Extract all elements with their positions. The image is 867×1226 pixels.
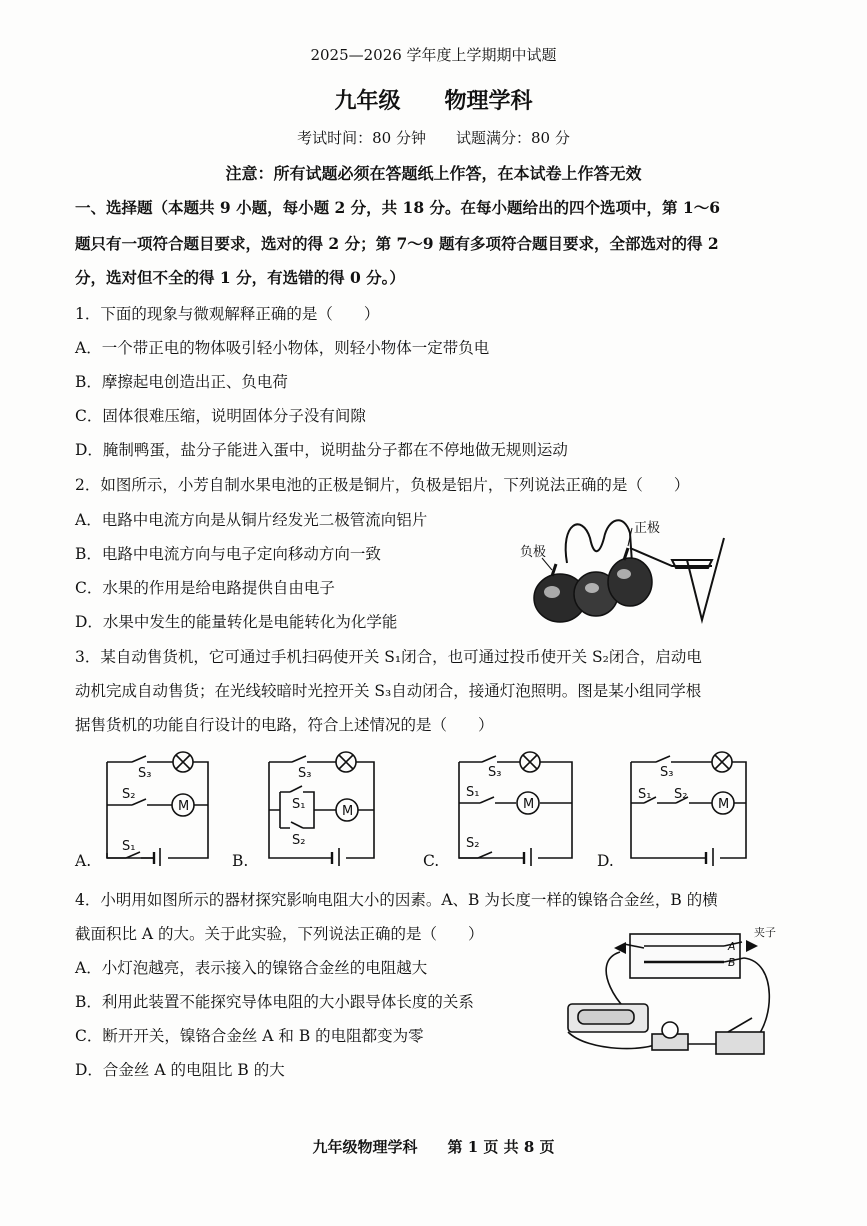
q1-stem: 1．下面的现象与微观解释正确的是（ ） [75, 305, 380, 323]
subject-title: 九年级 物理学科 [334, 88, 533, 114]
circuit-c-label: C. [423, 852, 440, 870]
circuit-c-s3: S₃ [488, 765, 502, 780]
circuit-d-label: D. [597, 852, 614, 870]
circuit-a-s3: S₃ [138, 766, 152, 781]
circuit-d-s1: S₁ [638, 787, 652, 802]
circuit-b [262, 748, 380, 866]
circuit-b-motor: M [342, 804, 354, 819]
section1-line-2: 题只有一项符合题目要求，选对的得 2 分；第 7～9 题有多项符合题目要求，全部选对的得 2 [75, 234, 719, 253]
circuit-a-motor: M [178, 799, 190, 814]
circuit-d-s3: S₃ [660, 765, 674, 780]
page-footer: 九年级物理学科 第 1 页 共 8 页 [312, 1138, 555, 1156]
circuit-a-s1: S₁ [122, 839, 136, 854]
circuit-c [452, 748, 578, 866]
section1-line-1: 一、选择题（本题共 9 小题，每小题 2 分，共 18 分。在每小题给出的四个选项中，第 1～6 [75, 198, 720, 217]
q2-option-c: C．水果的作用是给电路提供自由电子 [75, 579, 335, 597]
q3-stem-line-3: 据售货机的功能自行设计的电路，符合上述情况的是（ ） [75, 716, 494, 734]
wire-a-label: A [728, 940, 736, 953]
circuit-d [624, 748, 752, 866]
q2-stem: 2．如图所示，小芳自制水果电池的正极是铜片，负极是铝片，下列说法正确的是（ ） [75, 476, 690, 494]
q1-option-b: B．摩擦起电创造出正、负电荷 [75, 373, 288, 391]
fruit-battery-figure [512, 508, 732, 638]
wire-b-label: B [728, 956, 736, 969]
circuit-d-s2: S₂ [674, 787, 688, 802]
circuit-a-s2: S₂ [122, 787, 136, 802]
q3-stem-line-2: 动机完成自动售货；在光线较暗时光控开关 S₃自动闭合，接通灯泡照明。图是某小组同学根 [75, 682, 702, 700]
circuit-a-label: A. [75, 852, 92, 870]
q2-option-a: A．电路中电流方向是从铜片经发光二极管流向铝片 [75, 511, 428, 529]
circuit-b-s2: S₂ [292, 833, 306, 848]
q4-option-b: B．利用此装置不能探究导体电阻的大小跟导体长度的关系 [75, 993, 474, 1011]
circuit-b-s3: S₃ [298, 766, 312, 781]
negative-label: 负极 [520, 545, 547, 560]
exam-title: 2025—2026 学年度上学期期中试题 [310, 46, 557, 64]
q2-option-b: B．电路中电流方向与电子定向移动方向一致 [75, 545, 381, 563]
q4-option-a: A．小灯泡越亮，表示接入的镍铬合金丝的电阻越大 [75, 959, 428, 977]
clip-label: 夹子 [754, 926, 776, 939]
q4-option-d: D．合金丝 A 的电阻比 B 的大 [75, 1061, 285, 1079]
circuit-d-motor: M [718, 797, 730, 812]
circuit-b-label: B. [232, 852, 249, 870]
circuit-c-motor: M [523, 797, 535, 812]
positive-label: 正极 [634, 521, 661, 536]
circuit-c-s1: S₁ [466, 785, 480, 800]
circuit-b-s1: S₁ [292, 797, 306, 812]
q2-option-d: D．水果中发生的能量转化是电能转化为化学能 [75, 613, 398, 631]
notice: 注意：所有试题必须在答题纸上作答，在本试卷上作答无效 [225, 164, 642, 183]
section1-line-3: 分，选对但不全的得 1 分，有选错的得 0 分。） [75, 268, 405, 287]
circuit-c-s2: S₂ [466, 836, 480, 851]
q1-option-a: A．一个带正电的物体吸引轻小物体，则轻小物体一定带负电 [75, 339, 490, 357]
exam-info: 考试时间：80 分钟 试题满分：80 分 [297, 129, 570, 147]
q4-stem-line-2: 截面积比 A 的大。关于此实验，下列说法正确的是（ ） [75, 925, 484, 943]
circuit-a [100, 748, 215, 866]
q1-option-c: C．固体很难压缩，说明固体分子没有间隙 [75, 407, 366, 425]
q3-stem-line-1: 3．某自动售货机，它可通过手机扫码使开关 S₁闭合，也可通过投币使开关 S₂闭合，启动电 [75, 648, 702, 666]
q1-option-d: D．腌制鸭蛋，盐分子能进入蛋中，说明盐分子都在不停地做无规则运动 [75, 441, 568, 459]
q4-stem-line-1: 4．小明用如图所示的器材探究影响电阻大小的因素。A、B 为长度一样的镍铬合金丝，B 的横 [75, 891, 718, 909]
q4-option-c: C．断开开关，镍铬合金丝 A 和 B 的电阻都变为零 [75, 1027, 424, 1045]
resistance-apparatus-figure [548, 922, 788, 1062]
